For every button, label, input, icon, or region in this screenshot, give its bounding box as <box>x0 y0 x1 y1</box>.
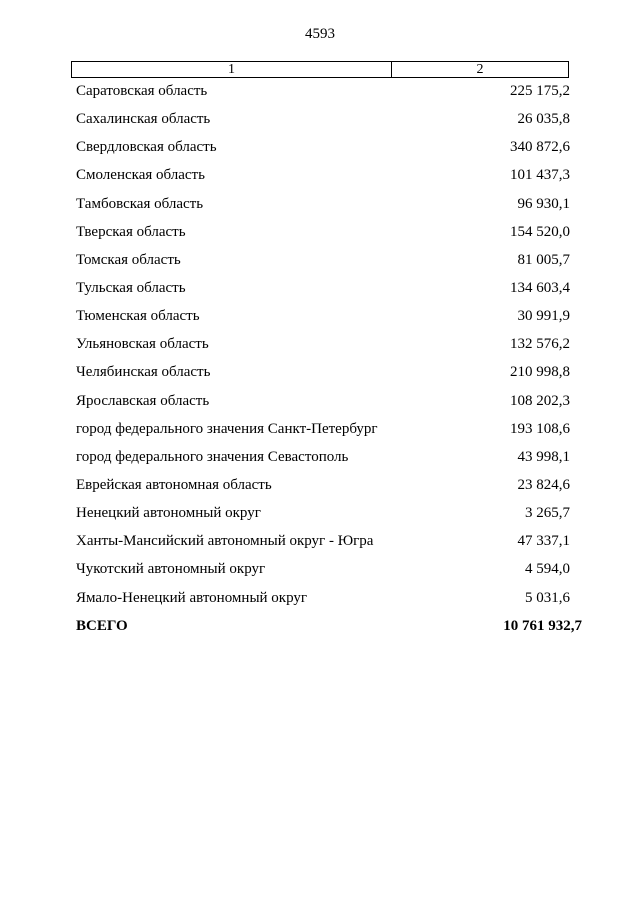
table-row <box>76 111 570 139</box>
column-header-1: 1 <box>72 62 392 77</box>
region-value: 26 035,8 <box>517 111 570 128</box>
region-name: Ненецкий автономный округ <box>76 505 261 522</box>
table-body <box>76 83 570 618</box>
region-name: Тульская область <box>76 279 186 296</box>
region-name: Чукотский автономный округ <box>76 561 266 578</box>
region-name: Ярославская область <box>76 392 210 409</box>
region-name: Свердловская область <box>76 139 217 156</box>
region-value: 30 991,9 <box>517 308 570 325</box>
table-row <box>76 590 570 618</box>
table-row <box>76 533 570 561</box>
region-value: 81 005,7 <box>517 251 570 268</box>
region-value: 225 175,2 <box>510 83 570 99</box>
table-row <box>76 139 570 167</box>
table-row <box>76 505 570 533</box>
region-name: Челябинская область <box>76 364 211 381</box>
region-name: Тверская область <box>76 223 186 240</box>
region-name: Тюменская область <box>76 308 200 325</box>
region-value: 108 202,3 <box>510 392 570 409</box>
table-row <box>76 83 570 111</box>
region-name: город федерального значения Севастополь <box>76 448 349 465</box>
total-row <box>76 618 582 635</box>
table-row <box>76 336 570 364</box>
table-row <box>76 477 570 505</box>
column-header-2: 2 <box>476 62 484 77</box>
region-name: Ульяновская область <box>76 336 209 353</box>
total-value: 10 761 932,7 <box>503 618 582 634</box>
region-name: Томская область <box>76 251 181 268</box>
region-name: Ямало-Ненецкий автономный округ <box>76 589 308 606</box>
region-value: 47 337,1 <box>517 533 570 550</box>
region-value: 193 108,6 <box>510 420 570 437</box>
region-name: Смоленская область <box>76 167 205 184</box>
region-value: 4 594,0 <box>525 561 570 578</box>
region-name: Саратовская область <box>76 83 208 99</box>
region-name: Сахалинская область <box>76 111 211 128</box>
region-name: город федерального значения Санкт-Петербург <box>76 420 378 437</box>
region-name: Еврейская автономная область <box>76 476 272 493</box>
table-row <box>76 421 570 449</box>
region-value: 134 603,4 <box>510 279 570 296</box>
table-header <box>71 61 569 78</box>
region-value: 5 031,6 <box>525 589 570 606</box>
table-row <box>76 449 570 477</box>
table-row <box>76 393 570 421</box>
region-value: 23 824,6 <box>517 476 570 493</box>
region-value: 101 437,3 <box>510 167 570 184</box>
table-row <box>76 224 570 252</box>
page-number: 4593 <box>305 26 335 42</box>
region-value: 340 872,6 <box>510 139 570 156</box>
region-value: 43 998,1 <box>517 448 570 465</box>
table-row <box>76 308 570 336</box>
total-label: ВСЕГО <box>76 618 128 634</box>
table-row <box>76 561 570 589</box>
region-value: 132 576,2 <box>510 336 570 353</box>
table-row <box>76 196 570 224</box>
region-value: 210 998,8 <box>510 364 570 381</box>
region-value: 96 930,1 <box>517 195 570 212</box>
table-row <box>76 252 570 280</box>
table-row <box>76 167 570 195</box>
table-row <box>76 364 570 392</box>
table-row <box>76 280 570 308</box>
region-name: Тамбовская область <box>76 195 204 212</box>
region-name: Ханты-Мансийский автономный округ - Югра <box>76 533 374 550</box>
region-value: 154 520,0 <box>510 223 570 240</box>
region-value: 3 265,7 <box>525 505 570 522</box>
